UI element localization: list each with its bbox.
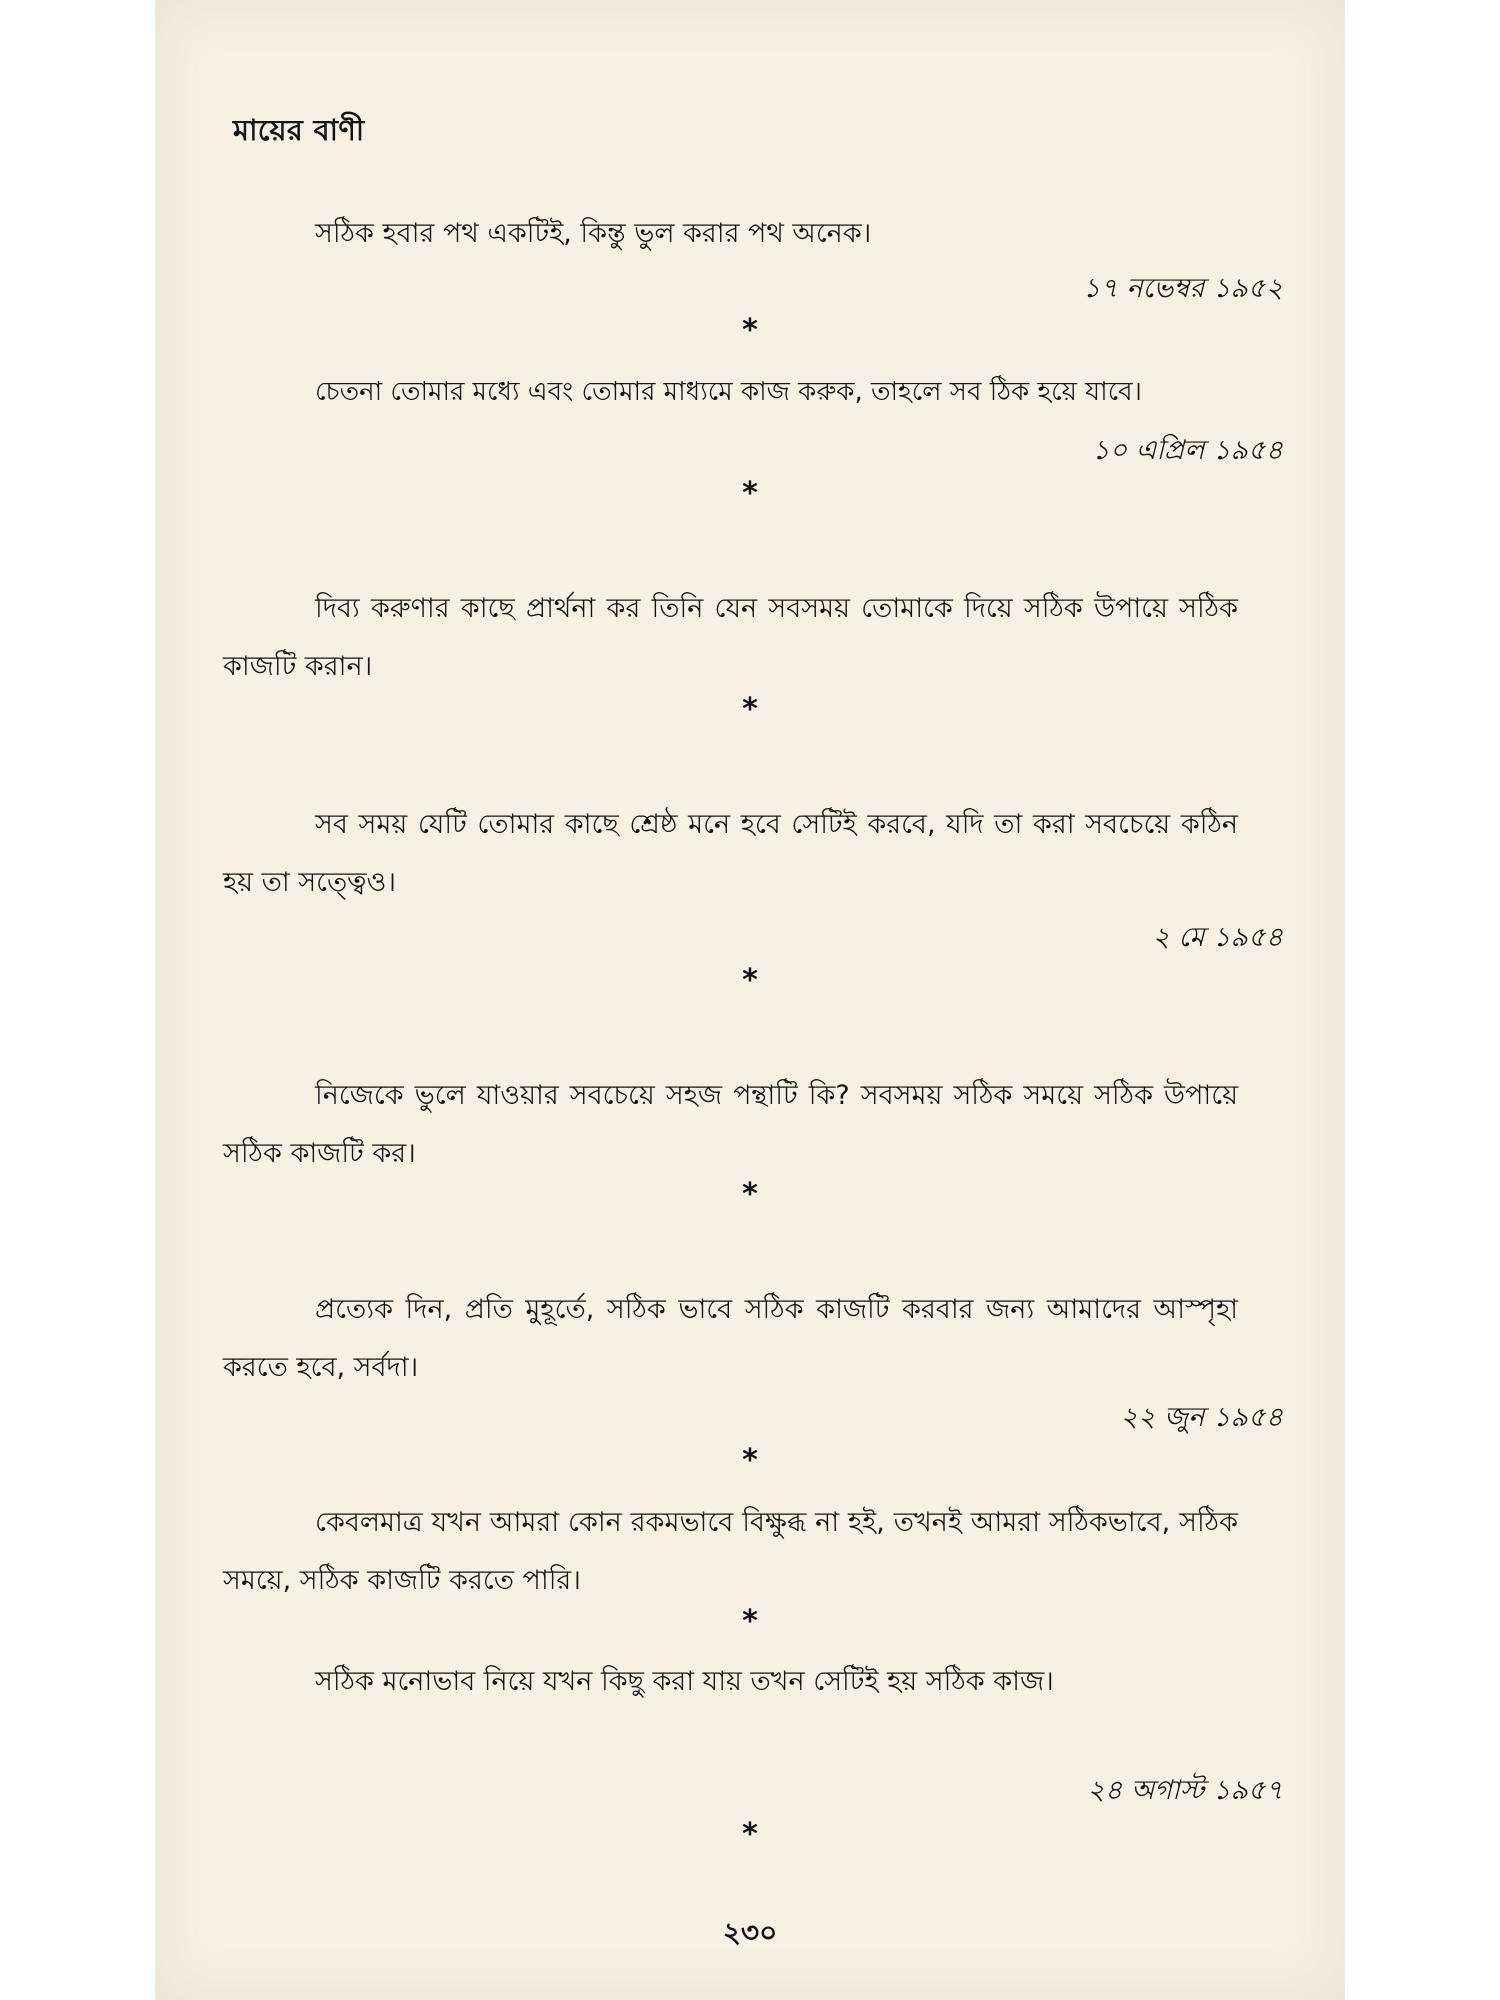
- running-head: মায়ের বাণী: [233, 113, 365, 147]
- separator-star: *: [742, 963, 758, 998]
- quote-text: প্রত্যেক দিন, প্রতি মুহূর্তে, সঠিক ভাবে সঠিক কাজটি করবার জন্য আমাদের আস্পৃহা করতে হবে, সর্বদা।: [223, 1294, 1238, 1383]
- quote-block: [223, 1281, 1238, 1397]
- quote-date: ২২ জুন ১৯৫৪: [1120, 1402, 1283, 1433]
- quote-text: দিব্য করুণার কাছে প্রার্থনা কর তিনি যেন সবসময় তোমাকে দিয়ে সঠিক উপায়ে সঠিক কাজটি করান।: [223, 593, 1238, 682]
- quote-text: সব সময় যেটি তোমার কাছে শ্রেষ্ঠ মনে হবে সেটিই করবে, যদি তা করা সবচেয়ে কঠিন হয় তা সত্ত্বেও।: [223, 809, 1238, 898]
- separator-star: *: [742, 1177, 758, 1212]
- quote-text: নিজেকে ভুলে যাওয়ার সবচেয়ে সহজ পন্থাটি কি? সবসময় সঠিক সময়ে সঠিক উপায়ে সঠিক কাজটি কর।: [223, 1080, 1238, 1169]
- quote-block: [223, 1067, 1238, 1183]
- separator-star: *: [742, 1443, 758, 1478]
- quote-text: সঠিক মনোভাব নিয়ে যখন কিছু করা যায় তখন সেটিই হয় সঠিক কাজ।: [315, 1666, 1054, 1697]
- quote-block: [223, 796, 1238, 912]
- quote-block: [223, 363, 1238, 421]
- quote-date: ২৪ অগাস্ট ১৯৫৭: [1087, 1775, 1283, 1806]
- quote-text: চেতনা তোমার মধ্যে এবং তোমার মাধ্যমে কাজ করুক, তাহলে সব ঠিক হয়ে যাবে।: [315, 377, 1142, 407]
- page-number: ২৩০: [722, 1916, 778, 1949]
- quote-date: ১৭ নভেম্বর ১৯৫২: [1082, 273, 1283, 304]
- quote-date: ২ মে ১৯৫৪: [1152, 922, 1283, 953]
- quote-text: কেবলমাত্র যখন আমরা কোন রকমভাবে বিক্ষুব্ধ না হই, তখনই আমরা সঠিকভাবে, সঠিক সময়ে, সঠিক কাজটি করতে পারি।: [223, 1507, 1238, 1596]
- book-page: [155, 0, 1345, 2000]
- quote-date: ১০ এপ্রিল ১৯৫৪: [1092, 435, 1283, 466]
- quote-block: [223, 1653, 1238, 1711]
- separator-star: *: [742, 1604, 758, 1639]
- quote-block: [223, 580, 1238, 696]
- separator-star: *: [742, 1817, 758, 1852]
- separator-star: *: [742, 692, 758, 727]
- quote-block: [223, 205, 1238, 263]
- quote-text: সঠিক হবার পথ একটিই, কিন্তু ভুল করার পথ অনেক।: [315, 218, 872, 249]
- separator-star: *: [742, 476, 758, 511]
- separator-star: *: [742, 313, 758, 348]
- quote-block: [223, 1494, 1238, 1610]
